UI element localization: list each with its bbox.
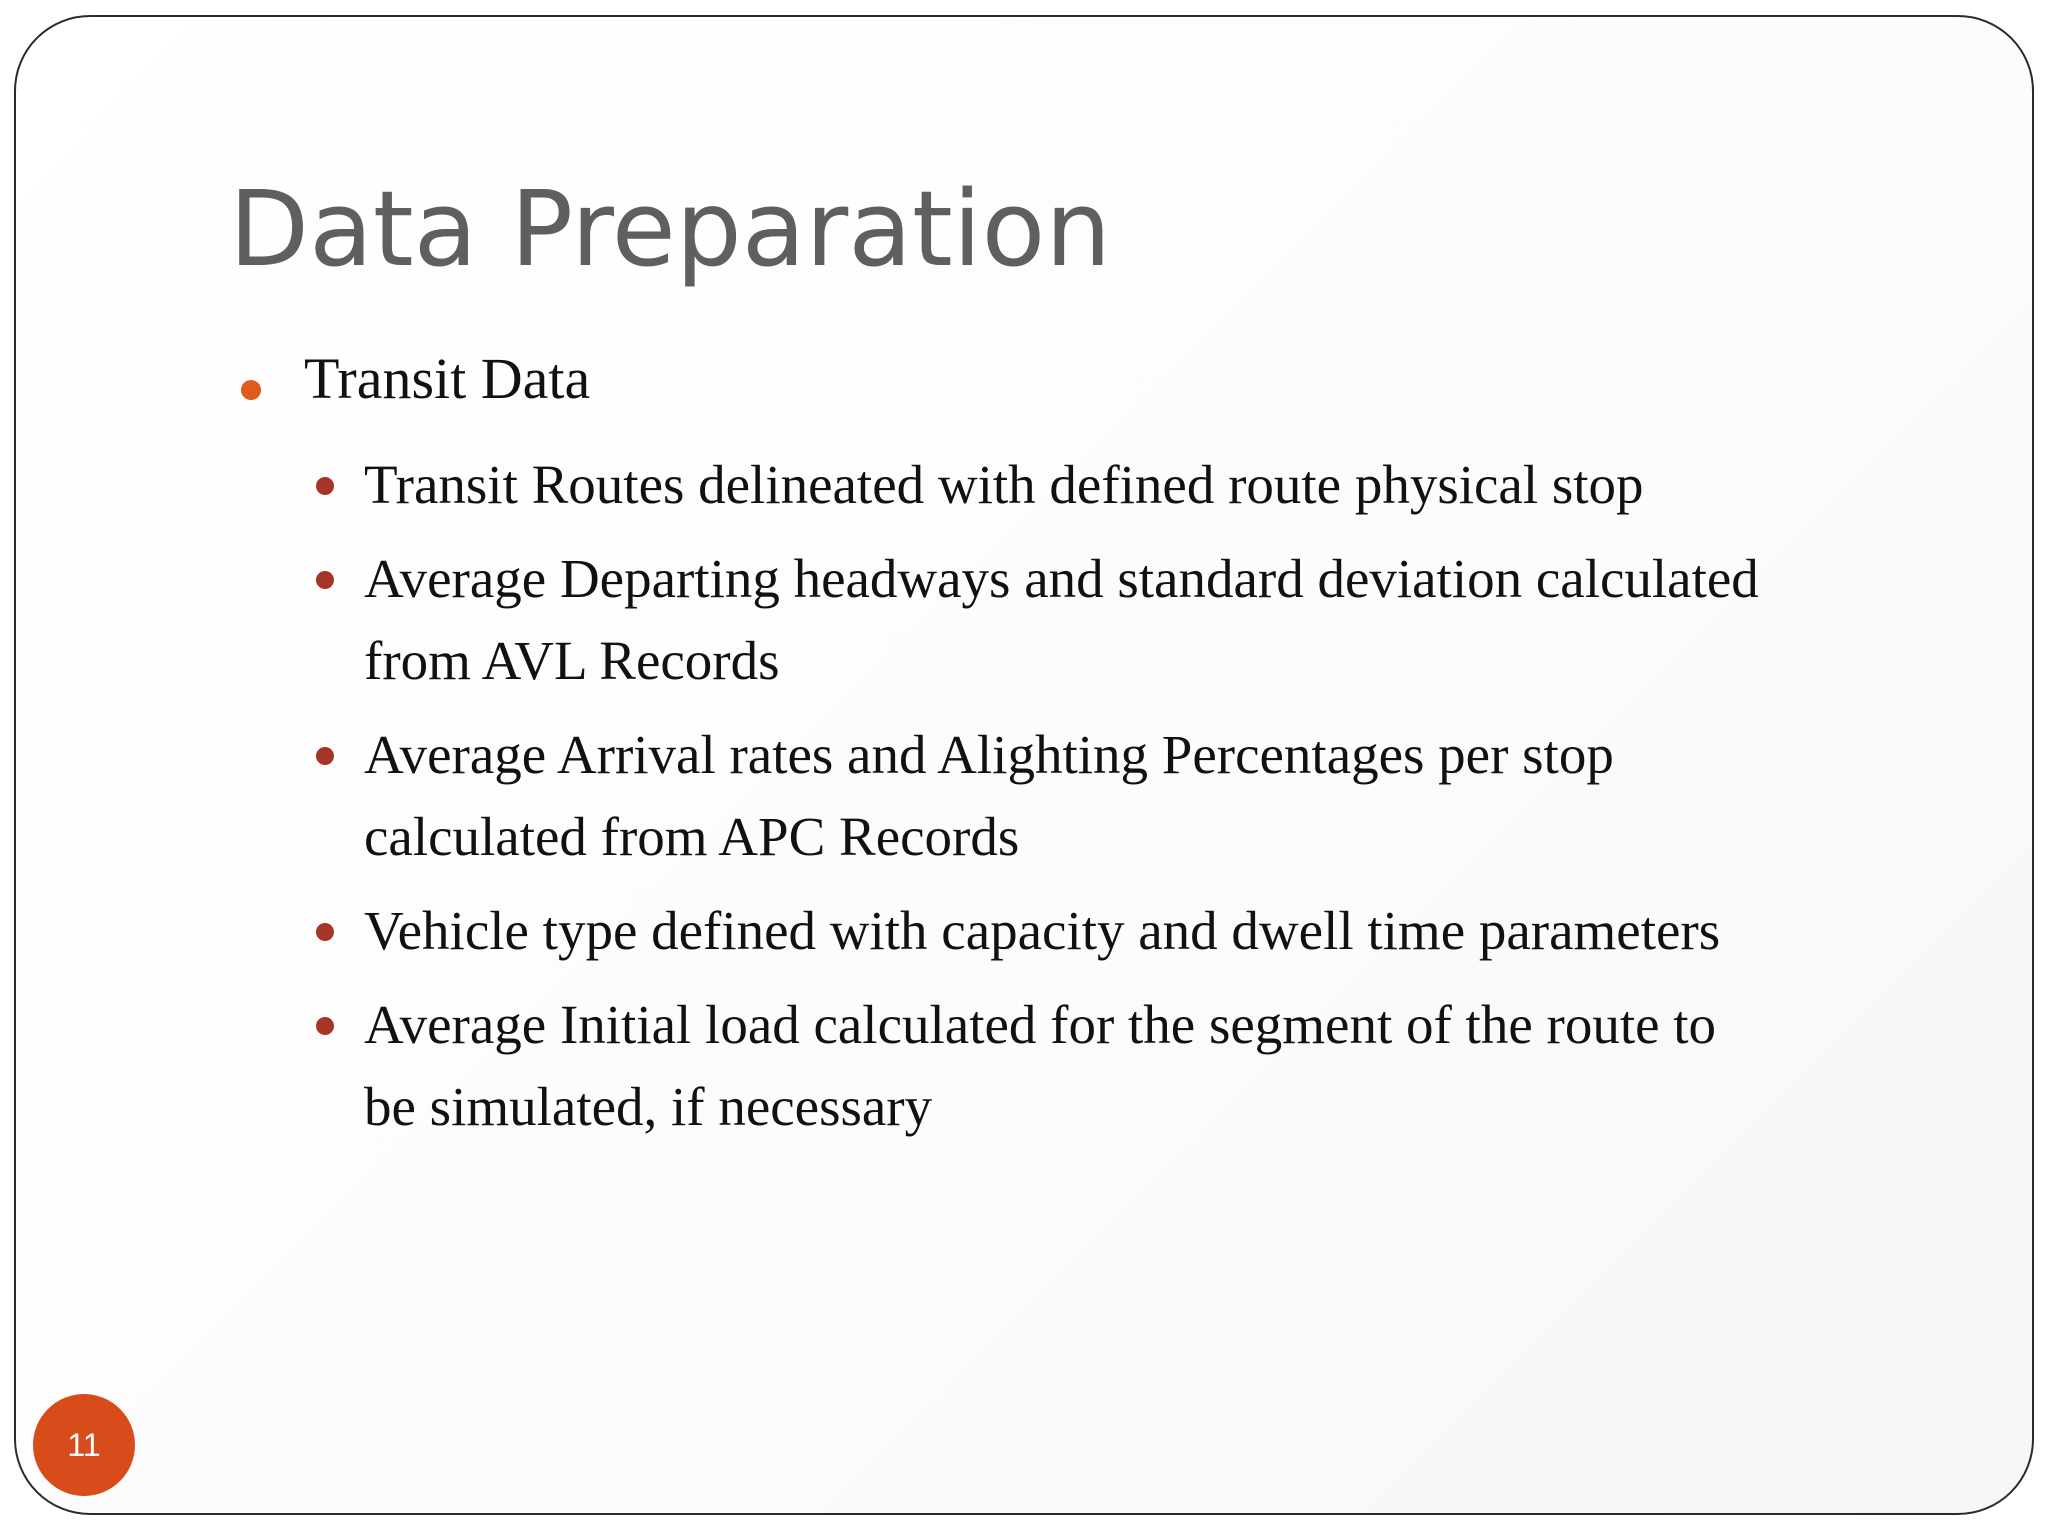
secondary-bullet-icon [316,1017,334,1035]
list-item-text-line: Transit Routes delineated with defined route physical stop [364,454,1644,515]
slide-frame [14,15,2034,1515]
list-item-text-line: calculated from APC Records [364,806,1020,867]
list-item-text-line: from AVL Records [364,630,780,691]
slide-title: Data Preparation [229,168,1112,290]
list-item-vehicle-type [229,890,1929,972]
list-item-text-line: Average Departing headways and standard deviation calculated [364,548,1759,609]
list-item-text-line: Average Arrival rates and Alighting Percentages per stop [364,724,1614,785]
transit-data-list [229,444,1929,1148]
secondary-bullet-icon [316,923,334,941]
secondary-bullet-icon [316,477,334,495]
secondary-bullet-icon [316,747,334,765]
list-item-text-line: Vehicle type defined with capacity and dwell time parameters [364,900,1721,961]
slide-content [229,346,1929,1160]
section-heading: Transit Data [304,346,591,411]
list-item-transit-routes [229,444,1929,526]
secondary-bullet-icon [316,571,334,589]
slide-number-badge: 11 [33,1394,135,1496]
list-item-text-line: Average Initial load calculated for the segment of the route to [364,994,1717,1055]
primary-bullet-icon [241,380,261,400]
list-item-text-line: be simulated, if necessary [364,1076,933,1137]
list-item-initial-load [229,984,1929,1148]
list-item-arrival-rates [229,714,1929,878]
list-item-departing-headways [229,538,1929,702]
section-heading-item [229,346,1929,411]
